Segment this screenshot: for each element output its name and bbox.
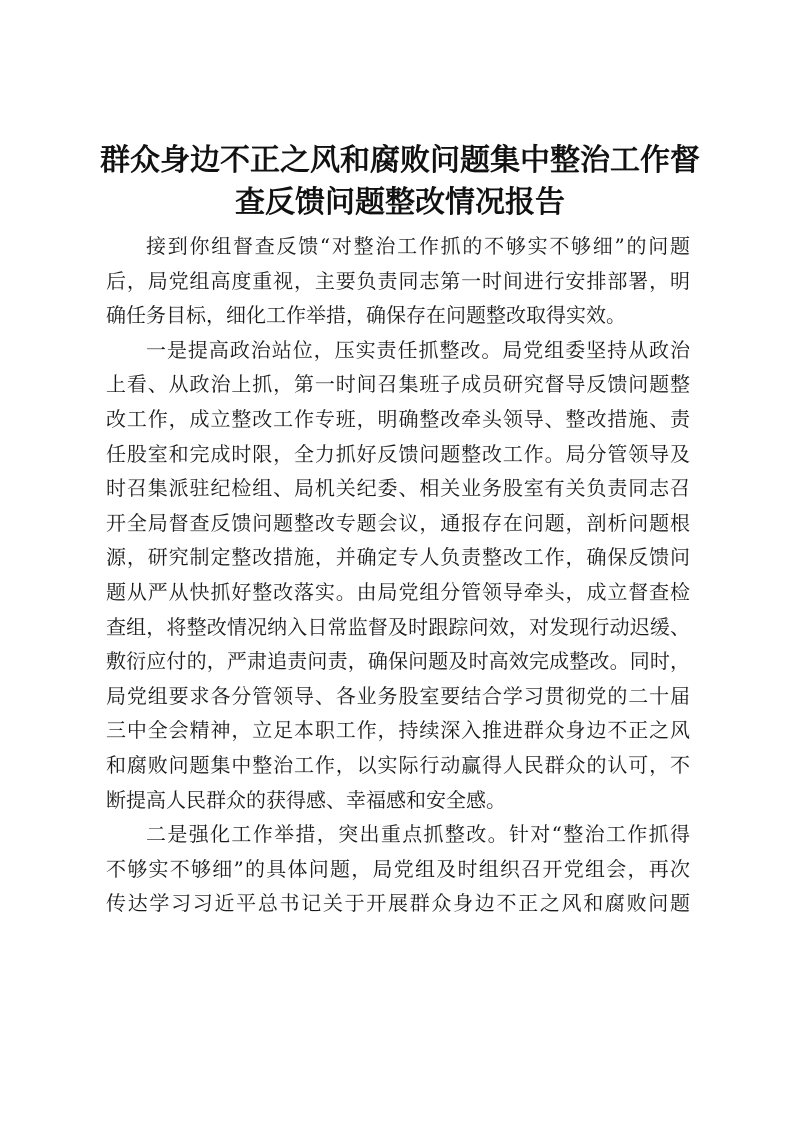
paragraph-2-line-5: 时召集派驻纪检组、局机关纪委、相关业务股室有关负责同志召 bbox=[106, 476, 690, 501]
paragraph-2-line-10: 敷衍应付的，严肃追责问责，确保问题及时高效完成整改。同时， bbox=[106, 649, 690, 674]
paragraph-2-line-11: 局党组要求各分管领导、各业务股室要结合学习贯彻党的二十届 bbox=[106, 683, 690, 708]
paragraph-1-line-3: 确任务目标，细化工作举措，确保存在问题整改取得实效。 bbox=[106, 303, 626, 328]
paragraph-2-line-3: 改工作，成立整改工作专班，明确整改牵头领导、整改措施、责 bbox=[106, 406, 690, 431]
title-line-1: 群众身边不正之风和腐败问题集中整治工作督 bbox=[100, 143, 700, 178]
paragraph-2-line-8: 题从严从快抓好整改落实。由局党组分管领导牵头，成立督查检 bbox=[106, 579, 690, 604]
paragraph-2-line-12: 三中全会精神，立足本职工作，持续深入推进群众身边不正之风 bbox=[106, 718, 690, 743]
paragraph-2-line-13: 和腐败问题集中整治工作，以实际行动赢得人民群众的认可，不 bbox=[106, 752, 690, 777]
paragraph-3-line-2: 不够实不够细”的具体问题，局党组及时组织召开党组会，再次 bbox=[106, 856, 690, 881]
paragraph-2-line-6: 开全局督查反馈问题整改专题会议，通报存在问题，剖析问题根 bbox=[106, 510, 690, 535]
document-body bbox=[106, 229, 690, 921]
paragraph-2-line-2: 上看、从政治上抓，第一时间召集班子成员研究督导反馈问题整 bbox=[106, 372, 690, 397]
paragraph-3-line-1: 二是强化工作举措，突出重点抓整改。针对“整治工作抓得 bbox=[146, 822, 690, 847]
paragraph-3-line-3: 传达学习习近平总书记关于开展群众身边不正之风和腐败问题 bbox=[106, 891, 690, 916]
document-title bbox=[100, 140, 700, 224]
paragraph-2-line-4: 任股室和完成时限，全力抓好反馈问题整改工作。局分管领导及 bbox=[106, 441, 690, 466]
paragraph-1-line-2: 后，局党组高度重视，主要负责同志第一时间进行安排部署，明 bbox=[106, 268, 690, 293]
paragraph-2-line-14: 断提高人民群众的获得感、幸福感和安全感。 bbox=[106, 787, 506, 812]
title-line-2: 查反馈问题整改情况报告 bbox=[235, 185, 565, 220]
paragraph-2-line-9: 查组，将整改情况纳入日常监督及时跟踪问效，对发现行动迟缓、 bbox=[106, 614, 690, 639]
paragraph-2-line-7: 源，研究制定整改措施，并确定专人负责整改工作，确保反馈问 bbox=[106, 545, 690, 570]
paragraph-2-line-1: 一是提高政治站位，压实责任抓整改。局党组委坚持从政治 bbox=[146, 337, 690, 362]
paragraph-1-line-1: 接到你组督查反馈“对整治工作抓的不够实不够细”的问题 bbox=[146, 234, 690, 258]
